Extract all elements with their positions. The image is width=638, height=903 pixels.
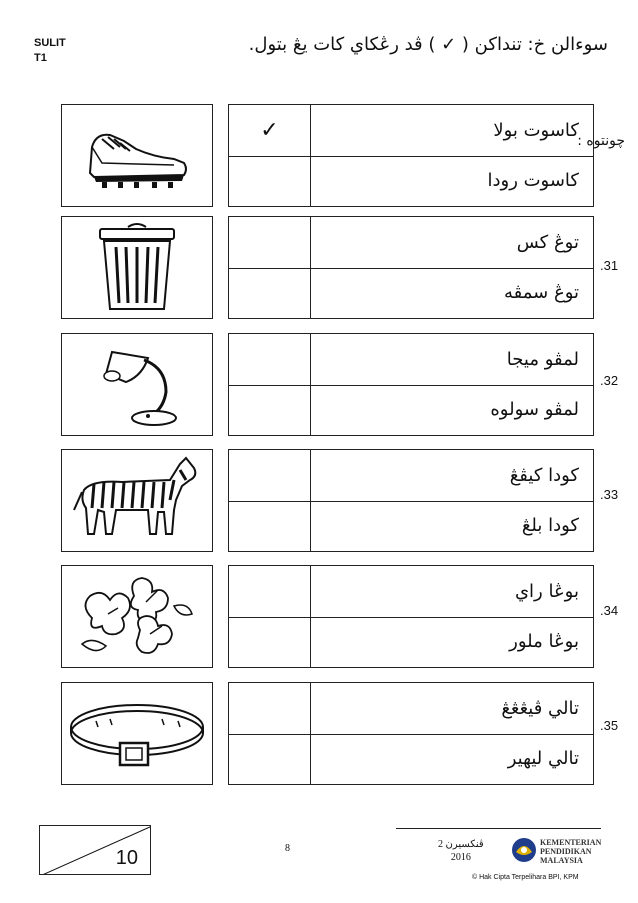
exam-name: ڤنكسيرن 2 [438,839,484,850]
option-top[interactable] [229,450,593,502]
sulit-label: SULIT [34,37,66,49]
question-number: .35 [600,718,619,733]
ministry-name: KEMENTERIAN PENDIDIKAN MALAYSIA [540,838,602,865]
belt-icon [62,683,212,784]
checkbox-top[interactable] [229,334,311,385]
option-text-bottom: توڠ سمڤه [503,282,579,304]
hibiscus-icon [62,566,212,667]
checkbox-bottom[interactable] [229,385,311,436]
option-text-top: لمڤو ميجا [506,348,579,370]
zebra-icon [62,450,212,551]
question-number: .31 [600,258,619,273]
check-icon: ✓ [260,117,279,143]
total-marks: 10 [115,847,138,869]
picture-box-zebra [61,449,213,552]
shoe-icon [62,105,212,206]
kpm-logo [510,836,538,870]
checkbox-bottom[interactable] [229,501,311,552]
option-top[interactable] [229,566,593,618]
option-top[interactable] [229,683,593,735]
picture-box-belt [61,682,213,785]
exam-info [438,838,484,864]
option-top[interactable] [229,217,593,269]
crest-icon [510,836,538,866]
score-box [39,825,151,875]
answer-group-31 [228,216,594,319]
checkbox-top[interactable] [229,683,311,734]
option-top[interactable] [229,334,593,386]
option-text-bottom: بوڠا ملور [509,631,579,653]
checkbox-top[interactable] [229,450,311,501]
answer-group-32 [228,333,594,436]
question-number: .34 [600,603,619,618]
picture-box-desk-lamp [61,333,213,436]
copyright-notice: © Hak Cipta Terpelihara BPI, KPM [472,874,579,881]
exam-year: 2016 [450,852,471,863]
option-text-bottom: كودا بلڠ [521,515,579,537]
document-code [34,36,66,66]
checkbox-bottom[interactable] [229,617,311,668]
picture-box-hibiscus [61,565,213,668]
answer-group-example [228,104,594,207]
option-bottom[interactable] [229,268,593,319]
question-number: .32 [600,373,619,388]
page-number: 8 [285,843,290,854]
picture-box-shoe [61,104,213,207]
checkbox-bottom[interactable] [229,734,311,785]
option-top[interactable] [229,105,593,157]
desk-lamp-icon [62,334,212,435]
section-code: T1 [34,52,47,64]
checkbox-top[interactable] [229,566,311,617]
picture-box-trash-can [61,216,213,319]
option-text-top: تالي ڤيڠڠڠ [501,697,579,719]
footer-rule [396,828,601,829]
option-bottom[interactable] [229,617,593,668]
option-bottom[interactable] [229,501,593,552]
option-text-bottom: تالي ليهير [507,748,579,770]
answer-group-34 [228,565,594,668]
example-label: چونتوه : [577,133,625,149]
option-text-bottom: كاسوت رودا [487,170,579,192]
checkbox-bottom[interactable] [229,268,311,319]
instruction-text: سوءالن خ: تنداكن ( ✓ ) ڤد رڠكاي كات يڠ بتول. [248,34,608,55]
answer-group-35 [228,682,594,785]
trash-can-icon [62,217,212,318]
option-bottom[interactable] [229,156,593,207]
option-bottom[interactable] [229,385,593,436]
question-number: .33 [600,487,619,502]
option-text-top: بوڠا راي [514,580,579,602]
checkbox-bottom[interactable] [229,156,311,207]
option-text-top: توڠ كس [516,231,579,253]
checkbox-top[interactable] [229,105,311,156]
option-bottom[interactable] [229,734,593,785]
option-text-bottom: لمڤو سولوه [490,399,579,421]
option-text-top: كودا كيڤڠ [509,464,579,486]
option-text-top: كاسوت بولا [493,119,579,141]
checkbox-top[interactable] [229,217,311,268]
answer-group-33 [228,449,594,552]
